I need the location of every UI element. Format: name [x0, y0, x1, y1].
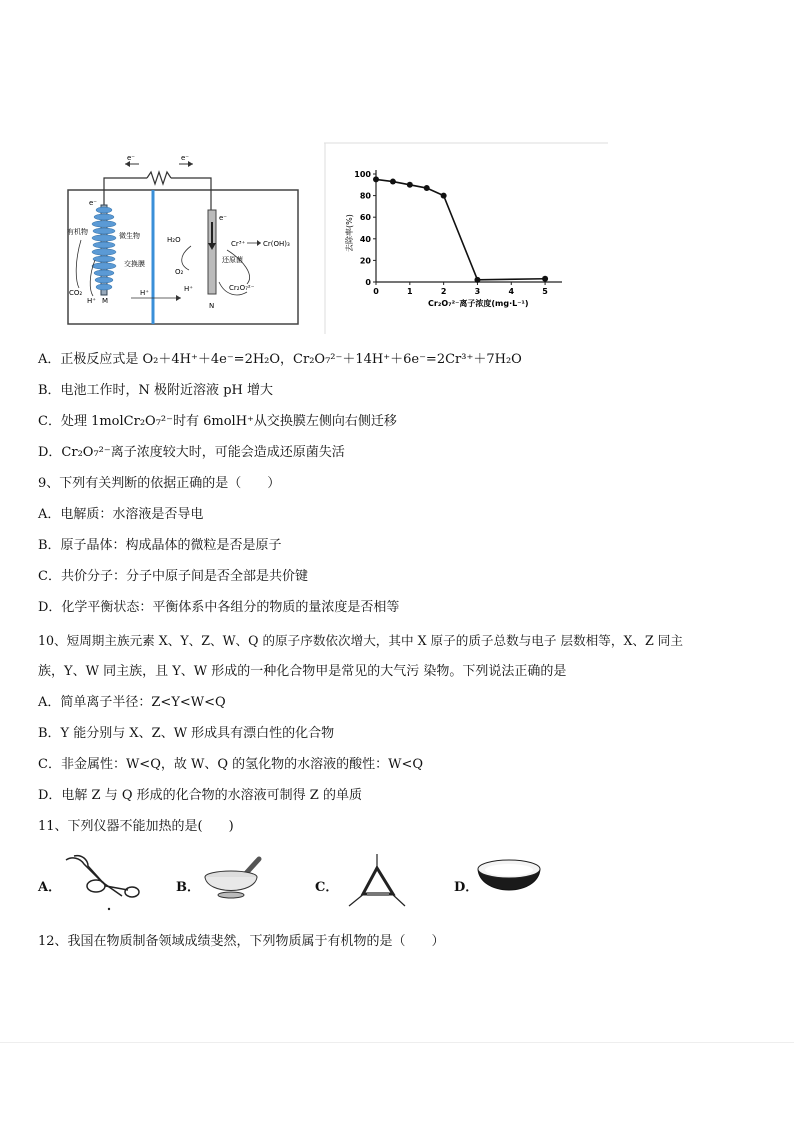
q12-stem: 12、我国在物质制备领域成绩斐然，下列物质属于有机物的是（ ） — [38, 934, 445, 949]
q8-option-a: A．正极反应式是 O₂＋4H⁺＋4e⁻=2H₂O，Cr₂O₇²⁻＋14H⁺＋6e⁻=2Cr³⁺＋7H₂O — [38, 352, 522, 367]
chart-x-tick-label: 5 — [542, 287, 548, 296]
removal-rate-chart — [324, 142, 608, 334]
clay-triangle-icon — [347, 852, 407, 916]
h-plus-mid-label: H⁺ — [140, 289, 149, 297]
q9-stem: 9、下列有关判断的依据正确的是（ ） — [38, 476, 281, 491]
q10-option-c: C．非金属性：W<Q，故 W、Q 的氢化物的水溶液的酸性：W<Q — [38, 757, 424, 772]
q10-option-b: B．Y 能分别与 X、Z、W 形成具有漂白性的化合物 — [38, 726, 335, 741]
q10-stem-line2: 族，Y、W 同主族，且 Y、W 形成的一种化合物甲是常见的大气污 染物。下列说法正确的是 — [38, 664, 567, 679]
mortar-and-pestle-icon — [201, 855, 267, 909]
chart-data-point — [373, 176, 379, 182]
fuel-cell-diagram — [67, 150, 299, 326]
q9-option-d: D．化学平衡状态：平衡体系中各组分的物质的量浓度是否相等 — [38, 600, 400, 615]
chart-y-tick-label: 60 — [359, 213, 371, 223]
o2-label: O₂ — [175, 268, 184, 276]
membrane-label: 交换膜 — [124, 260, 145, 268]
chart-data-point — [542, 276, 548, 282]
chart-data-point — [390, 179, 396, 185]
chart-y-tick-label: 80 — [359, 191, 371, 201]
h-plus-right-label: H⁺ — [184, 285, 193, 293]
chart-x-tick-label: 3 — [474, 287, 481, 296]
chart-series-line — [376, 179, 545, 279]
h2o-label: H₂O — [167, 236, 181, 244]
chart-x-tick-label: 4 — [508, 287, 515, 296]
q10-option-d: D．电解 Z 与 Q 形成的化合物的水溶液可制得 Z 的单质 — [38, 788, 362, 803]
co2-label: CO₂ — [69, 289, 83, 297]
resistor — [147, 172, 171, 184]
chart-y-tick-label: 40 — [359, 234, 371, 244]
electrode-n-label: N — [209, 302, 215, 310]
evaporating-dish-icon — [476, 857, 542, 907]
e-right-label: e⁻ — [219, 214, 228, 222]
e-top-right-label: e⁻ — [181, 154, 190, 162]
electrode-m-label: M — [102, 297, 109, 305]
chart-data-point — [407, 182, 413, 188]
chart-y-tick-label: 20 — [359, 256, 371, 266]
chart-data-point — [424, 185, 430, 191]
chart-x-tick-label: 1 — [407, 287, 413, 296]
q10-option-a: A．简单离子半径：Z<Y<W<Q — [38, 695, 226, 710]
q9-option-a: A．电解质：水溶液是否导电 — [38, 507, 204, 522]
cr3-label: Cr³⁺ — [231, 240, 246, 248]
chart-x-tick-label: 2 — [440, 287, 447, 296]
chart-data-point — [474, 277, 480, 283]
h-plus-left-label: H⁺ — [87, 297, 96, 305]
q11-stem: 11、下列仪器不能加热的是( ) — [38, 819, 234, 834]
e-left-label: e⁻ — [89, 199, 98, 207]
microbe-label: 微生物 — [119, 232, 140, 240]
croh3-label: Cr(OH)₃ — [263, 240, 290, 248]
q8-option-d: D．Cr₂O₇²⁻离子浓度较大时，可能会造成还原菌失活 — [38, 445, 345, 460]
q9-option-c: C．共价分子：分子中原子间是否全部是共价键 — [38, 569, 308, 584]
q11-option-c-label: C． — [315, 880, 339, 895]
reductase-label: 还原菌 — [222, 256, 243, 264]
chart-x-axis-label: Cr₂O₇²⁻离子浓度(mg·L⁻¹) — [428, 299, 529, 308]
q10-stem-line1: 10、短周期主族元素 X、Y、Z、W、Q 的原子序数依次增大，其中 X 原子的质子总数与电子 层数相等，X、Z 同主 — [38, 633, 683, 648]
cr2o7-label: Cr₂O₇²⁻ — [229, 284, 255, 292]
e-top-left-label: e⁻ — [127, 154, 136, 162]
q11-option-a-label: A． — [38, 880, 62, 895]
q11-option-d-label: D． — [454, 880, 479, 895]
q9-option-b: B．原子晶体：构成晶体的微粒是否是原子 — [38, 538, 282, 553]
page-divider — [0, 1042, 794, 1043]
chart-y-axis-label: 去除率(%) — [345, 214, 354, 252]
q11-option-b-label: B． — [176, 880, 200, 895]
crucible-tongs-icon — [62, 852, 142, 916]
q8-option-b: B．电池工作时，N 极附近溶液 pH 增大 — [38, 383, 273, 398]
chart-x-tick-label: 0 — [373, 287, 379, 296]
chart-data-point — [441, 193, 447, 199]
organic-label: 有机物 — [67, 228, 88, 236]
chart-y-tick-label: 100 — [354, 170, 371, 179]
q8-option-c: C．处理 1molCr₂O₇²⁻时有 6molH⁺从交换膜左侧向右侧迁移 — [38, 414, 397, 429]
chart-y-tick-label: 0 — [365, 278, 371, 287]
